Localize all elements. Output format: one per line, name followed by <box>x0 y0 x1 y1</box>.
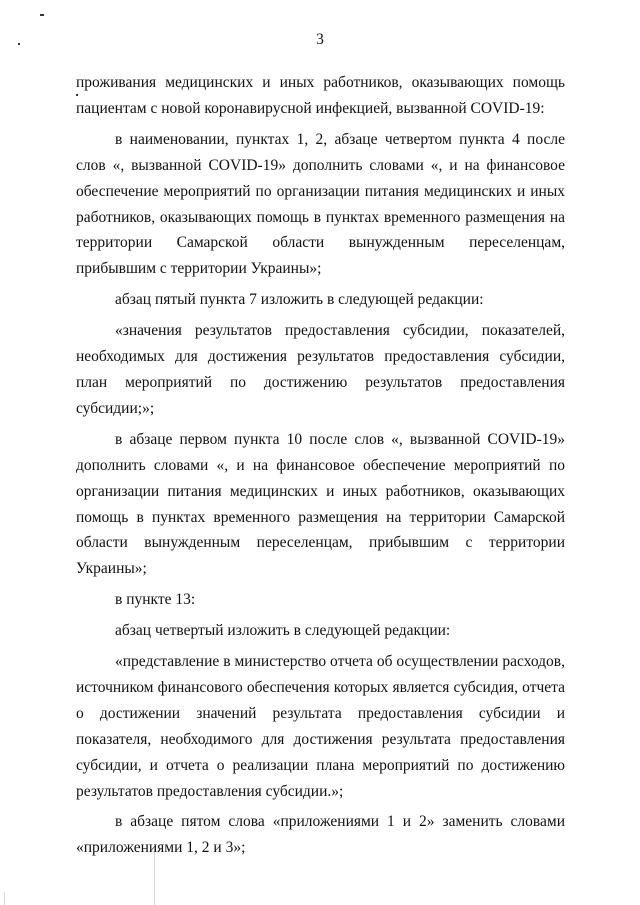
scan-mark <box>40 14 44 16</box>
paragraph: абзац четвертый изложить в следующей редакции: <box>115 622 451 640</box>
paragraph: в абзаце пятом слова «приложениями 1 и 2» заменить словами «приложениями 1, 2 и 3»; <box>76 813 565 857</box>
paragraph: в наименовании, пунктах 1, 2, абзаце четвертом пункта 4 после слов «, вызванной COVID-19» дополнить словами «, и на финансовое обеспечение мероприятий по организации питания медицинских и иных работников, оказывающих помощь в пунктах временного размещения на территории Самарской области вынужденным переселенцам, прибывшим с территории Украины»; <box>76 130 565 278</box>
paragraph: в пункте 13: <box>115 591 196 609</box>
paragraph: в абзаце первом пункта 10 после слов «, вызванной COVID-19» дополнить словами «, и на финансовое обеспечение мероприятий по организации питания медицинских и иных работников, оказывающих помощь в пунктах временного размещения на территории Самарской области вынужденным переселенцам, прибывшим с территории Украины»; <box>76 430 565 578</box>
document-body <box>76 70 565 861</box>
paragraph: абзац пятый пункта 7 изложить в следующей редакции: <box>115 291 484 309</box>
paragraph: «представление в министерство отчета об осуществлении расходов, источником финансового обеспечения которых является субсидия, отчета о достижении значений результата предоставления субсидии и показателя, необходимого для достижения результата предоставления субсидии, и отчета о реализации плана мероприятий по достижению результатов предоставления субсидии.»; <box>76 653 565 800</box>
paragraph: «значения результатов предоставления субсидии, показателей, необходимых для достижения результатов предоставления субсидии, план мероприятий по достижению результатов предоставления субсидии;»; <box>76 322 565 417</box>
paragraph: проживания медицинских и иных работников, оказывающих помощь пациентам с новой коронавирусной инфекцией, вызванной COVID-19: <box>76 74 565 117</box>
page-number: 3 <box>316 31 324 48</box>
scan-edge-line <box>4 892 5 905</box>
